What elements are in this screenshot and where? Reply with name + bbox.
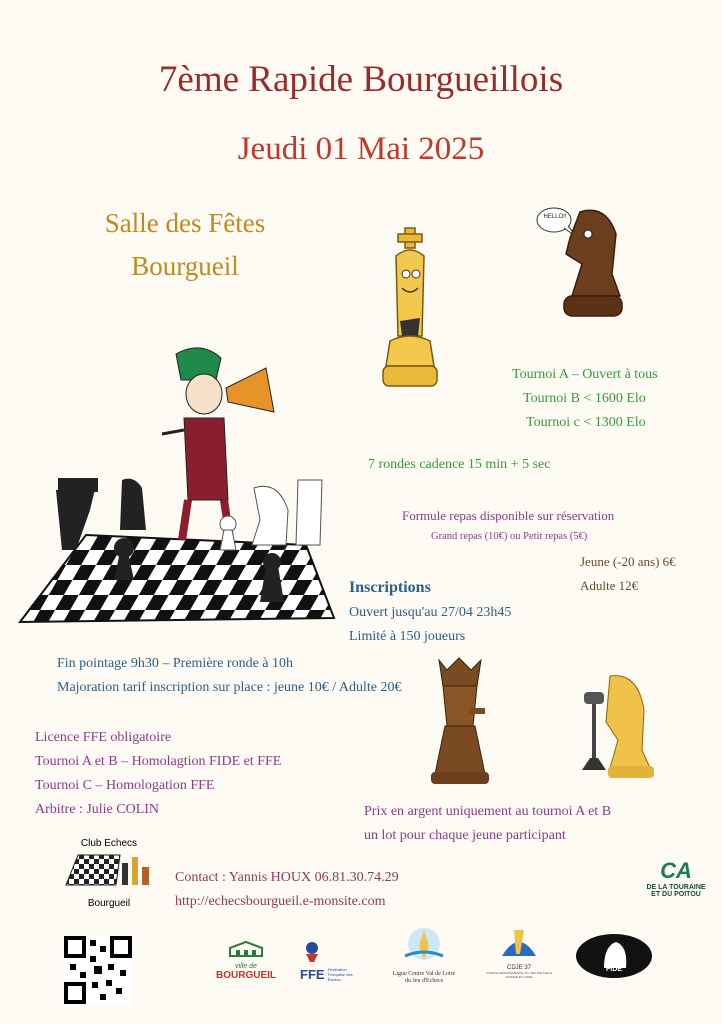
ffe-logo-text: FFE bbox=[300, 967, 325, 982]
yellow-king-illustration bbox=[378, 226, 443, 394]
ffe-logo bbox=[300, 940, 360, 982]
ffe-rooster-icon bbox=[300, 940, 324, 962]
website-link[interactable]: http://echecsbourgueil.e-monsite.com bbox=[175, 894, 386, 909]
club-logo-line1: Club Echecs bbox=[80, 838, 138, 849]
qr-code[interactable] bbox=[64, 936, 132, 1004]
tournoi-b: Tournoi B < 1600 Elo bbox=[523, 391, 646, 406]
ligue-emblem-icon bbox=[399, 926, 449, 966]
club-logo bbox=[64, 838, 154, 909]
fide-logo-text: FIDE bbox=[606, 966, 622, 973]
credit-agricole-logo bbox=[640, 858, 712, 898]
fide-logo bbox=[574, 932, 654, 985]
jester-chessboard-illustration bbox=[16, 340, 336, 630]
lot-info: un lot pour chaque jeune participant bbox=[364, 828, 566, 843]
pointage-info: Fin pointage 9h30 – Première ronde à 10h bbox=[57, 656, 294, 671]
bourgueil-logo-text: BOURGUEIL bbox=[216, 970, 276, 981]
rondes-cadence: 7 rondes cadence 15 min + 5 sec bbox=[368, 457, 551, 472]
cdje-logo bbox=[486, 924, 552, 979]
club-chessboard-icon bbox=[64, 849, 154, 893]
arbitre-info: Arbitre : Julie COLIN bbox=[35, 802, 160, 817]
venue-city: Bourgueil bbox=[131, 251, 239, 281]
ffe-logo-subtext: Fédération Française des Échecs bbox=[327, 967, 353, 982]
inscriptions-deadline: Ouvert jusqu'au 27/04 23h45 bbox=[349, 605, 512, 620]
venue-name: Salle des Fêtes bbox=[104, 208, 266, 238]
contact-info: Contact : Yannis HOUX 06.81.30.74.29 bbox=[175, 870, 399, 885]
cdje-logo-subtext: COMITE DEPARTEMENTAL DU JEU D'ECHECS D'INDRE-ET-LOIRE bbox=[486, 971, 552, 979]
town-hall-icon bbox=[226, 940, 266, 958]
speech-bubble-text: HELLO!! bbox=[543, 214, 567, 220]
majoration-info: Majoration tarif inscription sur place : jeune 10€ / Adulte 20€ bbox=[57, 680, 402, 695]
poster-title: 7ème Rapide Bourgueillois bbox=[158, 59, 564, 100]
club-logo-line2: Bourgueil bbox=[87, 898, 131, 909]
homologation-ab: Tournoi A et B – Homolagtion FIDE et FFE bbox=[35, 754, 282, 769]
cdje-logo-text: CDJE 37 bbox=[506, 965, 531, 971]
bourgueil-logo bbox=[208, 940, 284, 981]
ca-line1: DE LA TOURAINE bbox=[646, 884, 706, 891]
brown-knight-illustration bbox=[536, 204, 626, 324]
ligue-logo bbox=[390, 926, 458, 985]
bourgueil-logo-small: ville de bbox=[235, 963, 257, 970]
prix-info: Prix en argent uniquement au tournoi A et B bbox=[364, 804, 612, 819]
tournoi-a: Tournoi A – Ouvert à tous bbox=[512, 367, 658, 382]
repas-prices: Grand repas (10€) ou Petit repas (5€) bbox=[431, 531, 588, 542]
ca-line2: ET DU POITOU bbox=[651, 891, 701, 898]
event-date: Jeudi 01 Mai 2025 bbox=[237, 131, 485, 167]
cdje-emblem-icon bbox=[494, 924, 544, 960]
tarif-adulte: Adulte 12€ bbox=[580, 578, 639, 593]
tournoi-c: Tournoi c < 1300 Elo bbox=[526, 415, 646, 430]
homologation-c: Tournoi C – Homologation FFE bbox=[35, 778, 215, 793]
inscriptions-heading: Inscriptions bbox=[349, 579, 431, 596]
yellow-knight-illustration bbox=[580, 670, 656, 780]
ca-logo-icon: CA bbox=[660, 858, 692, 883]
tarif-jeune: Jeune (-20 ans) 6€ bbox=[580, 554, 676, 569]
brown-queen-illustration bbox=[425, 656, 495, 786]
ligue-logo-text: Ligue Centre Val de Loire du Jeu d'Echecs bbox=[392, 971, 456, 984]
licence-info: Licence FFE obligatoire bbox=[35, 730, 172, 745]
inscriptions-limit: Limité à 150 joueurs bbox=[349, 629, 466, 644]
repas-info: Formule repas disponible sur réservation bbox=[402, 508, 615, 523]
